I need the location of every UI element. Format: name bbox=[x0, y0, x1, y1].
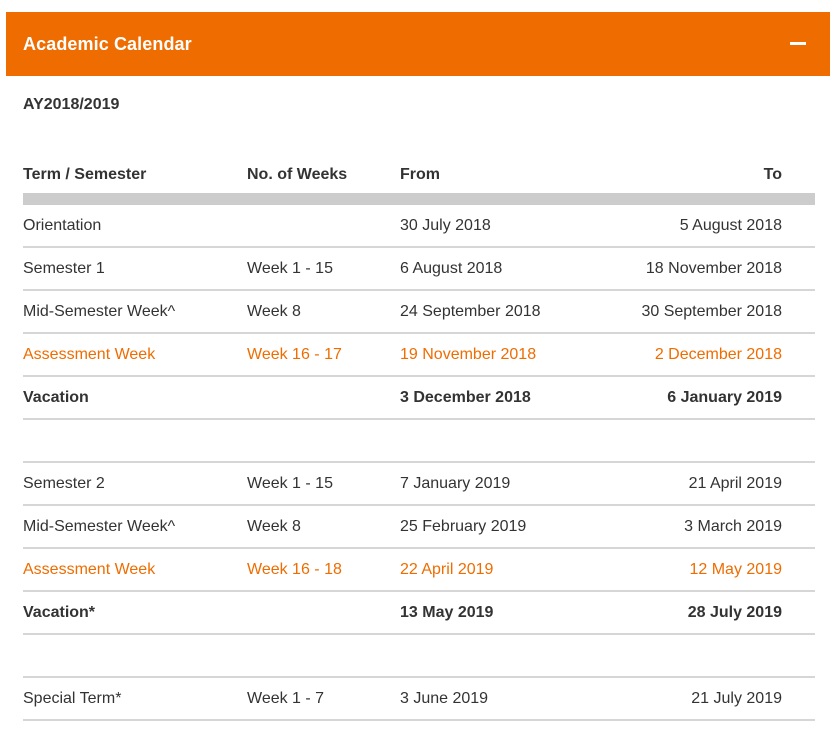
from-cell: 6 August 2018 bbox=[400, 259, 503, 277]
table-spacer-row bbox=[23, 420, 815, 463]
weeks-cell: Week 8 bbox=[247, 517, 301, 535]
to-cell: 28 July 2019 bbox=[687, 603, 782, 621]
table-row bbox=[23, 678, 815, 721]
to-cell: 18 November 2018 bbox=[645, 259, 782, 277]
from-cell: 3 June 2019 bbox=[400, 689, 489, 707]
term-cell: Assessment Week bbox=[23, 345, 156, 363]
from-cell: 30 July 2018 bbox=[400, 216, 491, 234]
from-cell: 3 December 2018 bbox=[400, 388, 531, 406]
to-cell: 2 December 2018 bbox=[654, 345, 782, 363]
to-cell: 21 July 2019 bbox=[691, 689, 782, 707]
from-cell: 22 April 2019 bbox=[400, 560, 494, 578]
weeks-cell: Week 8 bbox=[247, 302, 301, 320]
table-row bbox=[23, 291, 815, 334]
weeks-cell: Week 16 - 17 bbox=[247, 345, 342, 363]
term-cell: Vacation* bbox=[23, 603, 96, 621]
to-cell: 6 January 2019 bbox=[667, 388, 782, 406]
academic-year-label: AY2018/2019 bbox=[23, 96, 120, 113]
weeks-cell: Week 1 - 15 bbox=[247, 474, 333, 492]
to-cell: 3 March 2019 bbox=[684, 517, 782, 535]
header-from: From bbox=[400, 166, 440, 183]
calendar-table bbox=[23, 153, 815, 721]
academic-calendar-header[interactable] bbox=[6, 12, 830, 76]
term-cell: Semester 2 bbox=[23, 474, 105, 492]
to-cell: 5 August 2018 bbox=[679, 216, 782, 234]
table-row bbox=[23, 549, 815, 592]
term-cell: Semester 1 bbox=[23, 259, 105, 277]
to-cell: 12 May 2019 bbox=[689, 560, 782, 578]
term-cell: Assessment Week bbox=[23, 560, 156, 578]
table-spacer-row bbox=[23, 635, 815, 678]
term-cell: Orientation bbox=[23, 216, 102, 234]
weeks-cell: Week 1 - 7 bbox=[247, 689, 325, 707]
weeks-cell: Week 1 - 15 bbox=[247, 259, 333, 277]
header-to: To bbox=[763, 166, 782, 183]
term-cell: Mid-Semester Week^ bbox=[23, 517, 176, 535]
table-row bbox=[23, 463, 815, 506]
panel-title: Academic Calendar bbox=[23, 33, 192, 54]
header-term: Term / Semester bbox=[23, 166, 147, 183]
term-cell: Special Term* bbox=[23, 689, 122, 707]
from-cell: 19 November 2018 bbox=[400, 345, 537, 363]
from-cell: 24 September 2018 bbox=[400, 302, 541, 320]
term-cell: Vacation bbox=[23, 388, 89, 406]
weeks-cell: Week 16 - 18 bbox=[247, 560, 342, 578]
table-row bbox=[23, 377, 815, 420]
table-row bbox=[23, 248, 815, 291]
table-row bbox=[23, 205, 815, 248]
minus-icon[interactable] bbox=[790, 36, 806, 52]
from-cell: 25 February 2019 bbox=[400, 517, 527, 535]
term-cell: Mid-Semester Week^ bbox=[23, 302, 176, 320]
table-row bbox=[23, 592, 815, 635]
from-cell: 13 May 2019 bbox=[400, 603, 494, 621]
table-row bbox=[23, 506, 815, 549]
header-weeks: No. of Weeks bbox=[247, 166, 348, 183]
from-cell: 7 January 2019 bbox=[400, 474, 511, 492]
table-body bbox=[23, 205, 815, 721]
to-cell: 21 April 2019 bbox=[688, 474, 782, 492]
to-cell: 30 September 2018 bbox=[641, 302, 782, 320]
table-header-row bbox=[23, 153, 815, 205]
table-row bbox=[23, 334, 815, 377]
